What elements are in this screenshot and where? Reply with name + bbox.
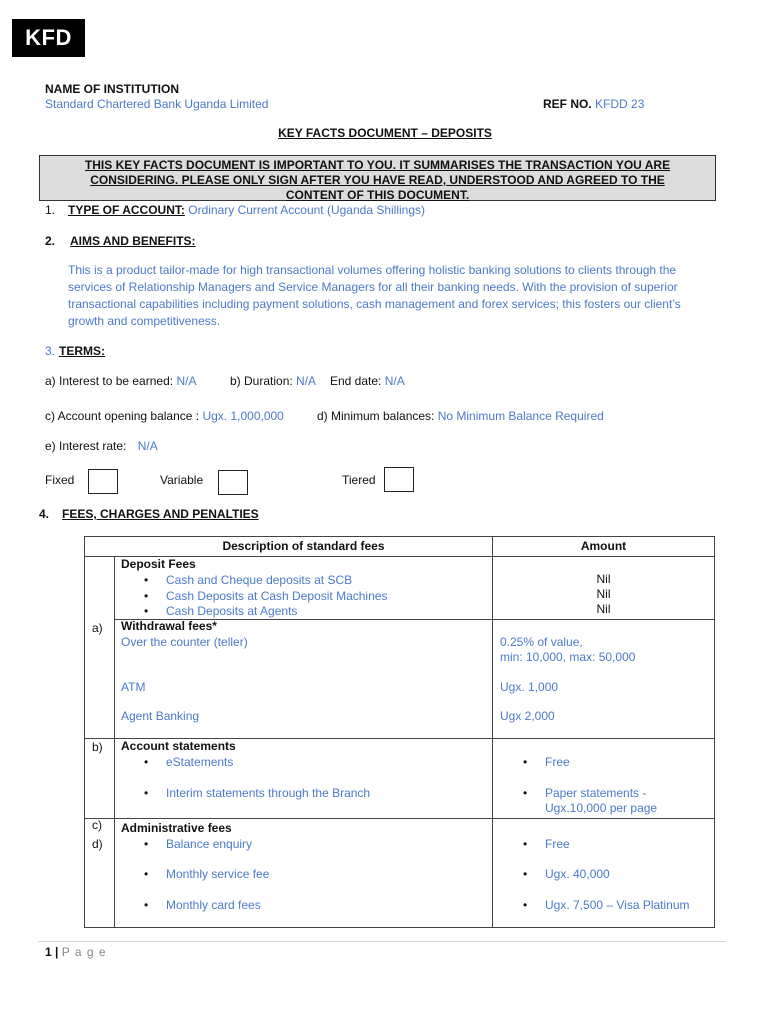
minimum-balance [317, 409, 604, 423]
row-label-d: d) [92, 837, 103, 851]
aims-benefits-heading: AIMS AND BENEFITS: [70, 234, 196, 248]
important-notice [39, 155, 716, 201]
section-1-number: 1. [45, 203, 56, 217]
withdrawal-fees-title: Withdrawal fees* [121, 619, 217, 633]
opening-balance-value: Ugx. 1,000,000 [202, 409, 284, 423]
estatements-amount: • Free [545, 755, 570, 769]
list-item: • Cash Deposits at Agents [166, 604, 297, 618]
page-label: P a g e [61, 945, 107, 959]
ref-label: REF NO. [543, 97, 592, 111]
atm-label: ATM [121, 680, 146, 694]
footer-divider [38, 941, 726, 942]
deposit-fees-title: Deposit Fees [121, 557, 196, 571]
opening-balance-label: c) Account opening balance : [45, 409, 200, 423]
minimum-balance-label: d) Minimum balances: [317, 409, 435, 423]
row-label-a: a) [92, 621, 103, 635]
counter-amount-range: min: 10,000, max: 50,000 [500, 650, 636, 664]
deposit-amount: Nil [596, 572, 611, 586]
list-item: • Monthly service fee [166, 867, 269, 881]
monthly-service-amount: • Ugx. 40,000 [545, 867, 610, 881]
counter-label: Over the counter (teller) [121, 635, 248, 649]
agent-banking-label: Agent Banking [121, 709, 200, 723]
list-item: • Cash Deposits at Cash Deposit Machines [166, 589, 387, 603]
page-number: 1 [45, 945, 52, 959]
notice-line: THIS KEY FACTS DOCUMENT IS IMPORTANT TO YOU. IT SUMMARISES THE TRANSACTION YOU ARE [84, 158, 671, 172]
fixed-label: Fixed [45, 473, 75, 487]
interest-rate-label: e) Interest rate: [45, 439, 127, 453]
document-title: KEY FACTS DOCUMENT – DEPOSITS [278, 126, 492, 140]
list-item: • Cash and Cheque deposits at SCB [166, 573, 352, 587]
aims-benefits-text: This is a product tailor-made for high transactional volumes offering holistic banking solutions to clients through the services of Relationship Managers and Service Managers for all their banking needs. With the provision of superior transactional capabilities including payment solutions, cash management and forex services; this fosters our client’s growth and competitiveness. [68, 263, 681, 328]
administrative-fees-title: Administrative fees [121, 821, 232, 835]
duration [230, 374, 316, 388]
minimum-balance-value: No Minimum Balance Required [437, 409, 604, 423]
list-item: • Interim statements through the Branch [166, 786, 370, 800]
agent-banking-amount: Ugx 2,000 [500, 709, 555, 723]
tiered-label: Tiered [342, 473, 376, 487]
duration-label: b) Duration: [230, 374, 293, 388]
notice-line: CONTENT OF THIS DOCUMENT. [285, 188, 470, 202]
fees-heading: FEES, CHARGES AND PENALTIES [62, 507, 259, 521]
notice-line: CONSIDERING. PLEASE ONLY SIGN AFTER YOU HAVE READ, UNDERSTOOD AND AGREED TO THE [90, 173, 665, 187]
section-2-number: 2. [45, 234, 56, 248]
fixed-checkbox[interactable] [88, 469, 118, 494]
institution-name: Standard Chartered Bank Uganda Limited [45, 97, 269, 111]
account-statements-title: Account statements [121, 739, 236, 753]
page-footer: 1 | P a g e [45, 945, 107, 959]
type-of-account-label: TYPE OF ACCOUNT: [68, 203, 185, 217]
kfd-logo: KFD [12, 19, 85, 57]
section-3-number: 3. [45, 344, 56, 358]
row-label-c: c) [92, 818, 102, 832]
atm-amount: Ugx. 1,000 [500, 680, 559, 694]
balance-enquiry-amount: • Free [545, 837, 570, 851]
interest-rate [45, 439, 158, 453]
interest-earned-value: N/A [176, 374, 197, 388]
counter-amount: 0.25% of value, [500, 635, 583, 649]
variable-label: Variable [160, 473, 204, 487]
list-item: • Monthly card fees [166, 898, 261, 912]
deposit-amount: Nil [596, 587, 611, 601]
column-header-description: Description of standard fees [222, 539, 385, 553]
terms-heading: TERMS: [59, 344, 105, 358]
interest-earned [45, 374, 196, 388]
ref-number [543, 97, 644, 111]
duration-value: N/A [296, 374, 317, 388]
interim-amount: • Paper statements - [545, 786, 646, 800]
row-label-b: b) [92, 740, 103, 754]
end-date-value: N/A [384, 374, 405, 388]
type-of-account-value: Ordinary Current Account (Uganda Shillings) [188, 203, 426, 217]
end-date-label: End date: [330, 374, 382, 388]
list-item: • eStatements [166, 755, 233, 769]
monthly-card-amount: • Ugx. 7,500 – Visa Platinum [545, 898, 690, 912]
deposit-amount: Nil [596, 602, 611, 616]
institution-label: NAME OF INSTITUTION [45, 82, 179, 96]
tiered-checkbox[interactable] [384, 467, 414, 492]
interest-rate-value: N/A [137, 439, 158, 453]
interest-earned-label: a) Interest to be earned: [45, 374, 174, 388]
ref-value: KFDD 23 [595, 97, 645, 111]
list-item: • Balance enquiry [166, 837, 252, 851]
end-date [330, 374, 405, 388]
variable-checkbox[interactable] [218, 470, 248, 495]
opening-balance [45, 409, 284, 423]
section-4-number: 4. [39, 507, 50, 521]
interim-amount-detail: Ugx.10,000 per page [545, 801, 658, 815]
type-of-account [68, 203, 425, 217]
column-header-amount: Amount [580, 539, 627, 553]
